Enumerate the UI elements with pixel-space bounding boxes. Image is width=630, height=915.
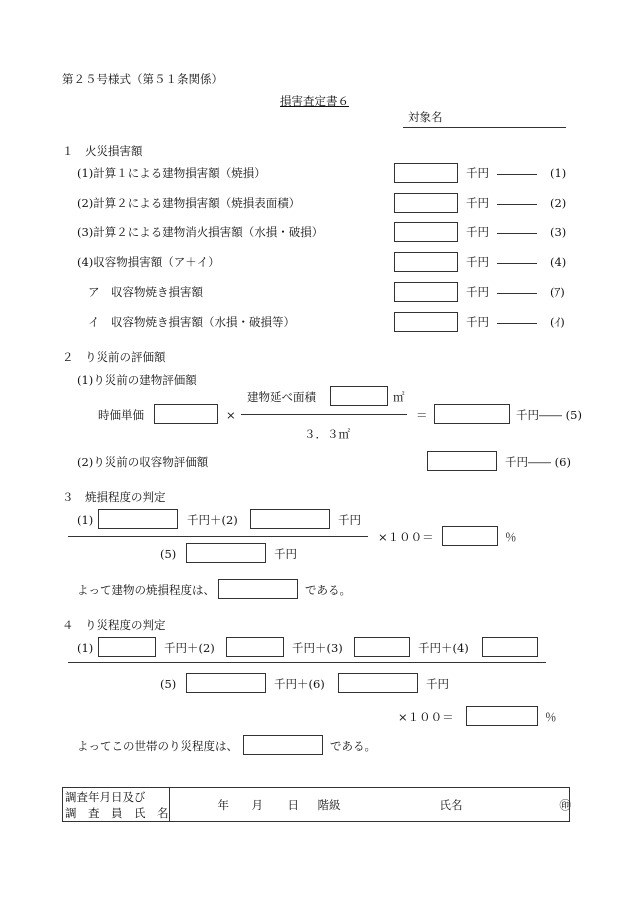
ref6-label: 千円―― (6) (505, 455, 571, 469)
section1-row-label: (3)計算２による建物消火損害額（水損・破損） (77, 225, 324, 239)
percent-unit: ％ (505, 530, 517, 544)
s3-fraction-bar (68, 536, 368, 537)
s4-mult-label: ×１００＝ (398, 710, 454, 724)
ref-label: (2) (550, 196, 567, 210)
signature-label-cell (63, 788, 170, 822)
ref-label: (1) (550, 166, 567, 180)
s4-value3-input[interactable] (354, 637, 410, 657)
ref-label: (3) (550, 225, 567, 239)
s3-burn-degree-input[interactable] (218, 579, 298, 599)
s3-plus2-label: 千円＋(2) (187, 513, 238, 527)
s3-value2-input[interactable] (250, 509, 330, 529)
unit-label: 千円 (466, 196, 489, 210)
signature-label-line1: 調査年月日及び (65, 789, 146, 804)
section2-sub1: (1)り災前の建物評価額 (77, 373, 197, 387)
contents-damage-input[interactable] (394, 252, 458, 272)
s4-value6-input[interactable] (338, 673, 418, 693)
s4-plus6-label: 千円＋(6) (274, 677, 325, 691)
leader-line (497, 174, 537, 175)
sqm-unit: ㎡ (393, 390, 405, 404)
ref-label: (ｲ) (550, 315, 565, 329)
unit-label: 千円 (466, 255, 489, 269)
s4-n1-label: (1) (77, 641, 94, 655)
year-label: 年 (217, 798, 229, 812)
s4-damage-degree-input[interactable] (243, 735, 323, 755)
leader-line (497, 323, 537, 324)
section1-row-label: イ 収容物焼き損害額（水損・破損等） (88, 315, 295, 329)
s3-d5-label: (5) (160, 547, 177, 561)
section2-heading: ２ り災前の評価額 (62, 350, 166, 364)
unit-label: 千円 (426, 677, 449, 691)
leader-line (497, 204, 537, 205)
section1-row-label: (1)計算１による建物損害額（焼損） (77, 166, 266, 180)
rank-label: 階級 (317, 798, 341, 812)
section1-row-label: ア 収容物焼き損害額 (88, 285, 203, 299)
leader-line (497, 293, 537, 294)
percent-unit: ％ (545, 710, 557, 724)
unit-price-label: 時価単価 (98, 408, 144, 422)
leader-line (497, 233, 537, 234)
s4-value4-input[interactable] (482, 637, 538, 657)
s4-fraction-bar (68, 662, 546, 663)
building-damage-burn-input[interactable] (394, 163, 458, 183)
s4-d5-label: (5) (160, 677, 177, 691)
signature-label-line2: 調 査 員 氏 名 (65, 805, 169, 820)
section2-sub2: (2)り災前の収容物評価額 (77, 455, 209, 469)
unit-price-input[interactable] (154, 404, 218, 424)
section1-heading: １ 火災損害額 (62, 144, 143, 158)
section3-heading: ３ 焼損程度の判定 (62, 490, 166, 504)
leader-line (497, 263, 537, 264)
denominator-label (304, 427, 350, 441)
unit-label: 千円 (274, 547, 297, 561)
section4-heading: ４ り災程度の判定 (62, 618, 166, 632)
s3-value1-input[interactable] (98, 509, 178, 529)
signature-entry-cell[interactable] (169, 788, 570, 822)
denominator-unit: ㎡ (338, 427, 350, 441)
s3-result-prefix: よって建物の焼損程度は、 (77, 583, 215, 597)
contents-burn-damage-input[interactable] (394, 282, 458, 302)
building-damage-surface-input[interactable] (394, 193, 458, 213)
unit-label: 千円 (338, 513, 361, 527)
s3-n1-label: (1) (77, 513, 94, 527)
unit-label: 千円 (466, 166, 489, 180)
floor-area-input[interactable] (330, 386, 388, 406)
s3-mult-label: ×１００＝ (378, 530, 434, 544)
seal-icon: ㊞ (559, 798, 571, 812)
section1-row-label: (4)収容物損害額（ア＋イ） (77, 255, 220, 269)
target-label: 対象名 (408, 110, 443, 124)
contents-valuation-input[interactable] (427, 451, 497, 471)
denominator-value: ３．３ (304, 427, 339, 441)
s4-result-percent-input[interactable] (466, 706, 538, 726)
floor-area-label: 建物延べ面積 (247, 390, 316, 404)
s4-plus2-label: 千円＋(2) (164, 641, 215, 655)
name-label: 氏名 (439, 798, 463, 812)
equals-sign: ＝ (416, 408, 428, 422)
day-label: 日 (287, 798, 299, 812)
unit-label: 千円 (466, 285, 489, 299)
s4-value2-input[interactable] (226, 637, 284, 657)
s3-result-percent-input[interactable] (442, 526, 498, 546)
s3-value5-input[interactable] (186, 543, 266, 563)
target-name-line[interactable] (403, 127, 566, 128)
building-valuation-input[interactable] (434, 404, 510, 424)
unit-label: 千円 (466, 225, 489, 239)
s4-result-suffix: である。 (330, 739, 376, 753)
form-number: 第２５号様式（第５１条関係） (62, 72, 223, 86)
ref5-label: 千円―― (5) (516, 408, 582, 422)
section1-row-label: (2)計算２による建物損害額（焼損表面積） (77, 196, 301, 210)
signature-table (62, 787, 570, 822)
s4-value5-input[interactable] (186, 673, 266, 693)
s3-result-suffix: である。 (305, 583, 351, 597)
s4-plus4-label: 千円＋(4) (418, 641, 469, 655)
s4-plus3-label: 千円＋(3) (292, 641, 343, 655)
times-sign: × (226, 408, 236, 422)
s4-value1-input[interactable] (98, 637, 156, 657)
contents-water-damage-input[interactable] (394, 312, 458, 332)
ref-label: (ｱ) (550, 285, 565, 299)
building-extinguish-damage-input[interactable] (394, 222, 458, 242)
document-title: 損害査定書６ (280, 94, 349, 108)
month-label: 月 (251, 798, 263, 812)
fraction-bar (241, 414, 407, 415)
unit-label: 千円 (466, 315, 489, 329)
ref-label: (4) (550, 255, 567, 269)
s4-result-prefix: よってこの世帯のり災程度は、 (77, 739, 238, 753)
